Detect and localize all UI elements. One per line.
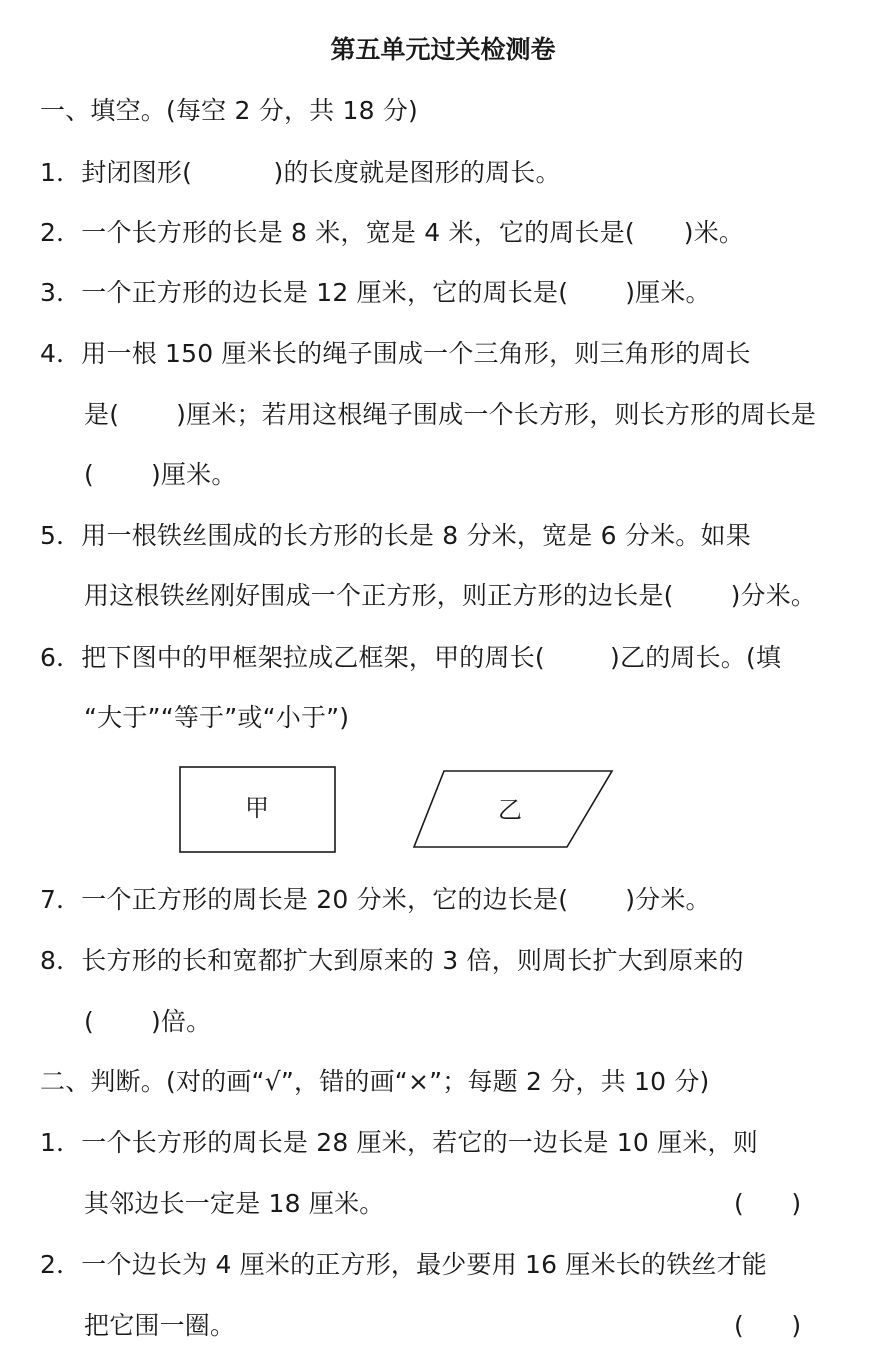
question-1-2: 2．一个长方形的长是 8 米，宽是 4 米，它的周长是( )米。 — [40, 218, 745, 247]
label-jia: 甲 — [245, 794, 269, 822]
question-1-1: 1．封闭图形( )的长度就是图形的周长。 — [40, 158, 561, 187]
question-1-4-line1: 4．用一根 150 厘米长的绳子围成一个三角形，则三角形的周长 — [40, 339, 751, 368]
question-2-1-line1: 1．一个长方形的周长是 28 厘米，若它的一边长是 10 厘米，则 — [40, 1128, 758, 1157]
question-1-8-line1: 8．长方形的长和宽都扩大到原来的 3 倍，则周长扩大到原来的 — [40, 946, 744, 975]
question-1-6-line1: 6．把下图中的甲框架拉成乙框架，甲的周长( )乙的周长。(填 — [40, 643, 782, 672]
section2-header: 二、判断。(对的画“√”，错的画“×”；每题 2 分，共 10 分) — [40, 1067, 710, 1096]
page-title: 第五单元过关检测卷 — [330, 35, 556, 64]
question-1-6-line2: “大于”“等于”或“小于”) — [84, 703, 350, 732]
answer-blank-2-1[interactable]: ( ) — [734, 1189, 802, 1218]
question-2-2-line1: 2．一个边长为 4 厘米的正方形，最少要用 16 厘米长的铁丝才能 — [40, 1250, 768, 1279]
question-1-5-line2: 用这根铁丝刚好围成一个正方形，则正方形的边长是( )分米。 — [84, 581, 817, 610]
frame-figure — [170, 758, 630, 858]
question-1-5-line1: 5．用一根铁丝围成的长方形的长是 8 分米，宽是 6 分米。如果 — [40, 521, 751, 550]
question-1-4-line3: ( )厘米。 — [84, 460, 237, 489]
question-1-4-line2: 是( )厘米；若用这根绳子围成一个长方形，则长方形的周长是 — [84, 400, 817, 429]
answer-blank-2-2[interactable]: ( ) — [734, 1311, 802, 1340]
question-1-7: 7．一个正方形的周长是 20 分米，它的边长是( )分米。 — [40, 885, 711, 914]
question-2-1-line2: 其邻边长一定是 18 厘米。 — [84, 1189, 385, 1218]
question-1-8-line2: ( )倍。 — [84, 1007, 212, 1036]
label-yi: 乙 — [498, 796, 522, 824]
question-2-2-line2: 把它围一圈。 — [84, 1311, 236, 1340]
section1-header: 一、填空。(每空 2 分，共 18 分) — [40, 96, 419, 125]
question-1-3: 3．一个正方形的边长是 12 厘米，它的周长是( )厘米。 — [40, 278, 711, 307]
